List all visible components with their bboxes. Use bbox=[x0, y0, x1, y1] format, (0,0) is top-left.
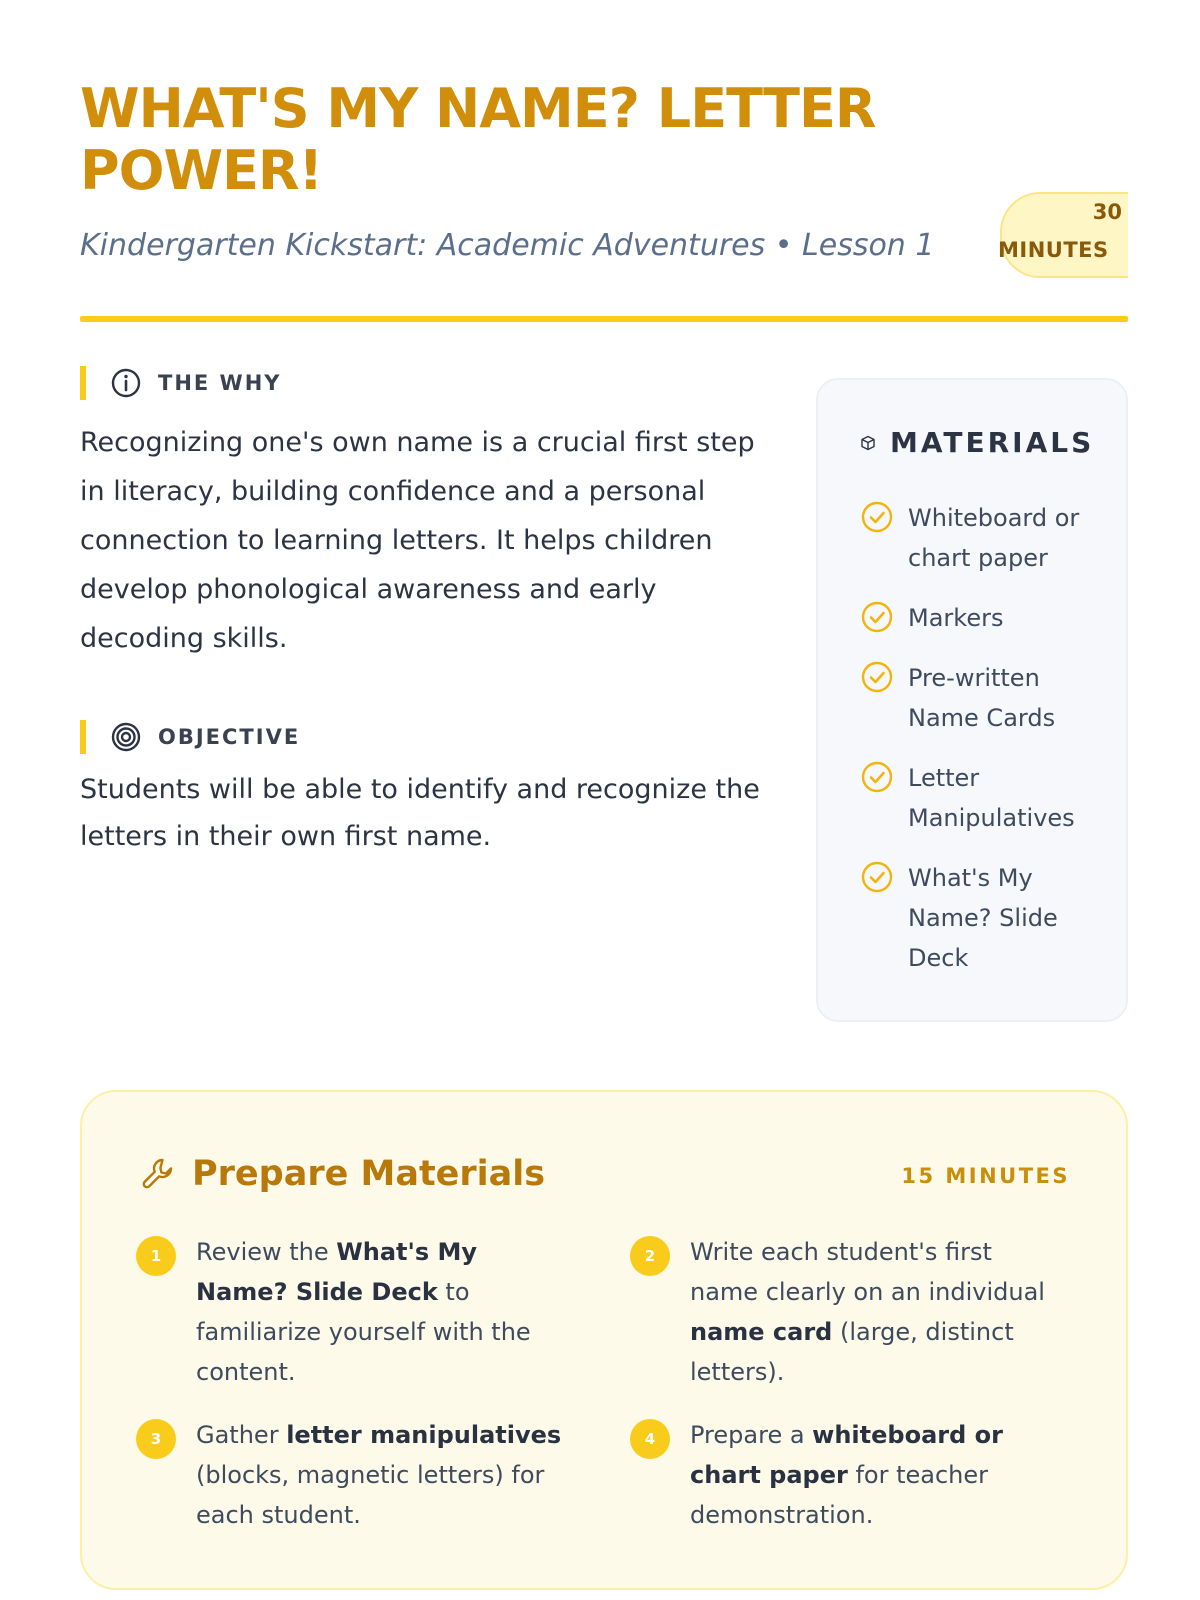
lesson-subtitle: Kindergarten Kickstart: Academic Adventures • Lesson 1 bbox=[80, 228, 935, 263]
box-icon bbox=[860, 435, 876, 451]
check-circle-icon bbox=[860, 760, 894, 794]
material-item-label: Markers bbox=[908, 604, 1004, 632]
material-item-label: Letter Manipulatives bbox=[908, 764, 1075, 832]
list-item bbox=[860, 498, 1110, 578]
prep-step bbox=[136, 1232, 566, 1392]
objective-heading-label: OBJECTIVE bbox=[158, 725, 301, 749]
check-circle-icon bbox=[860, 660, 894, 694]
page-title: WHAT'S MY NAME? LETTER POWER! bbox=[80, 77, 876, 202]
why-heading bbox=[80, 366, 282, 400]
check-circle-icon bbox=[860, 500, 894, 534]
objective-text: Students will be able to identify and recognize the letters in their own first name. bbox=[80, 774, 760, 852]
header-divider bbox=[80, 316, 1128, 322]
prep-step bbox=[136, 1415, 566, 1535]
prepare-materials-card bbox=[80, 1090, 1128, 1590]
duration-badge bbox=[992, 190, 1128, 280]
step-number: 1 bbox=[136, 1236, 176, 1276]
objective-heading bbox=[80, 720, 300, 754]
check-circle-icon bbox=[860, 860, 894, 894]
check-circle-icon bbox=[860, 600, 894, 634]
prepare-heading bbox=[138, 1154, 545, 1194]
list-item bbox=[860, 598, 1110, 638]
step-text: Gather letter manipulatives (blocks, magnetic letters) for each student. bbox=[196, 1421, 562, 1529]
target-icon bbox=[110, 721, 142, 753]
materials-card bbox=[816, 378, 1128, 1022]
step-text: Review the What's My Name? Slide Deck to familiarize yourself with the content. bbox=[196, 1238, 531, 1386]
step-text: Write each student's first name clearly on an individual name card (large, distinct letters). bbox=[690, 1238, 1045, 1386]
list-item bbox=[860, 658, 1110, 738]
wrench-icon bbox=[138, 1154, 178, 1194]
prepare-duration: 15 MINUTES bbox=[901, 1164, 1070, 1188]
duration-unit: MINUTES bbox=[998, 238, 1109, 262]
material-item-label: What's My Name? Slide Deck bbox=[908, 864, 1058, 972]
materials-list bbox=[860, 498, 1110, 998]
material-item-label: Pre-written Name Cards bbox=[908, 664, 1056, 732]
materials-heading-label: MATERIALS bbox=[890, 426, 1095, 459]
step-number: 3 bbox=[136, 1419, 176, 1459]
step-text: Prepare a whiteboard or chart paper for teacher demonstration. bbox=[690, 1421, 1003, 1529]
step-number: 4 bbox=[630, 1419, 670, 1459]
materials-heading bbox=[860, 426, 1094, 459]
why-heading-label: THE WHY bbox=[158, 371, 282, 395]
info-icon bbox=[110, 367, 142, 399]
material-item-label: Whiteboard or chart paper bbox=[908, 504, 1080, 572]
prep-step bbox=[630, 1415, 1060, 1535]
step-number: 2 bbox=[630, 1236, 670, 1276]
list-item bbox=[860, 858, 1110, 978]
why-text: Recognizing one's own name is a crucial first step in literacy, building confidence and a personal connection to learning letters. It helps children develop phonological awareness and early decoding skills. bbox=[80, 427, 755, 654]
prepare-title: Prepare Materials bbox=[192, 1154, 546, 1194]
list-item bbox=[860, 758, 1110, 838]
duration-value: 30 bbox=[1092, 200, 1122, 224]
prep-step bbox=[630, 1232, 1060, 1392]
